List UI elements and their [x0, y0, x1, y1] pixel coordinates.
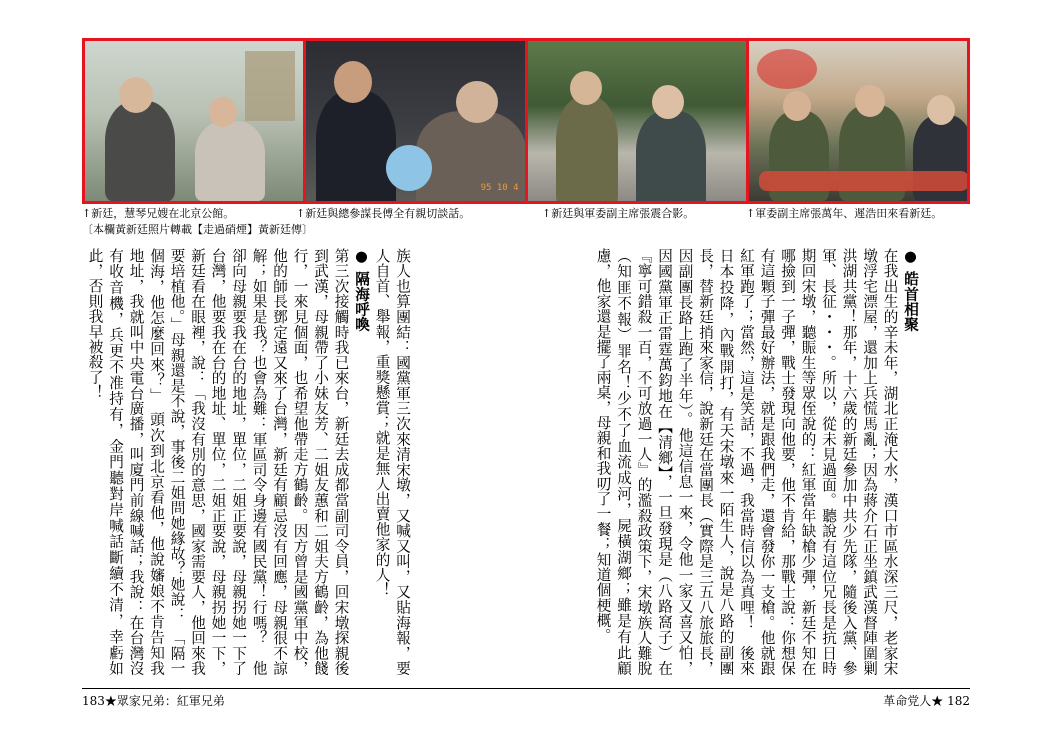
- figure-head: [927, 95, 955, 125]
- figure-head: [570, 71, 602, 105]
- photo-chief-of-staff: [306, 41, 524, 201]
- figure: [556, 97, 618, 201]
- figure: [316, 91, 396, 201]
- footer-left-page-number: 183★眾家兄弟：紅軍兄弟: [82, 694, 225, 708]
- photo-caption: ↑新廷與軍委副主席張震合影。: [542, 207, 695, 220]
- window-frame: [245, 51, 295, 121]
- flower-decoration: [757, 49, 817, 89]
- body-text: 族人也算團結：國黨軍三次來清宋墩，又喊又叫，又貼海報，要人自首、舉報，重獎懸賞；就是無人出賣他家的人！: [373, 248, 411, 676]
- figure: [105, 101, 175, 201]
- photo-caption: ↑軍委副主席張萬年、遲浩田來看新廷。: [746, 207, 943, 220]
- photo-generals-visit: [749, 41, 967, 201]
- page-footer: [82, 688, 970, 711]
- right-page-column: [592, 248, 972, 676]
- figure-head: [783, 91, 811, 121]
- photo-date-stamp: 95 10 4: [480, 183, 519, 193]
- body-text: 第三次接觸時我已來台，新廷去成都當副司令員，回宋墩探親後到武漢，母親帶了小妹友芳、二姐友蕙和二姐夫方鶴齡，為他餞行，一來見個面，也希望他帶走方鶴齡。因方曾是國黨軍中校，他的師長鄧定遠又來了台灣，新廷有顧忌沒有回應，母親很不諒解；如果是我？也會為難：軍區司令身邊有國民黨！行嗎？ 他卻向母親要我在台的地址，單位，二姐正要說，母親拐她一下了台灣，他要我在台的地址、單位，二姐正要說，母親拐她一下，新廷看在眼裡，說：「我沒有別的意思，國家需要人，他回來我要培植他。」母親還是不說，事後二姐問她緣故？她說： 「隔一個海，他怎麼回來？」 頭次到北京看他，他說嬸娘不肯告知我地址，我就叫中央電台廣播，叫廈門前線喊話；我說：在台灣沒有收音機，兵更不准持有，金門聽對岸喊話斷續不清，幸虧如此，否則我早被殺了！: [86, 248, 350, 676]
- left-column-text: [84, 248, 412, 676]
- photo-vice-chairman-zhang-zhen: [528, 41, 746, 201]
- photo-captions: [82, 206, 970, 222]
- section-heading: ● 隔海呼喚: [353, 248, 370, 333]
- photo-credit: 〔本欄黃新廷照片轉載【走過硝煙】黃新廷傳〕: [82, 223, 313, 236]
- photo-beijing-residence: [85, 41, 303, 201]
- left-page-column: [84, 248, 480, 676]
- figure-head: [456, 81, 498, 123]
- body-text: 在我出生的辛未年，湖北正淹大水，漢口市區水深三尺，老家宋墩浮宅漂屋，還加上兵慌馬亂；因為蔣介石正坐鎮武漢督陣圍剿洪湖共黨！那年，十六歲的新廷參加中共少先隊，隨後入黨、參軍、長征・・・。所以，從未見過面。聽說有這位兄長是抗日時期回宋墩，聽賑生等眾侄說的：紅軍當年缺槍少彈，新廷不知在哪撿到一子彈，戰士發現向他要，他不肯給，那戰士說：你想保有這顆子彈最好辦法，就是跟我們走，還會發你一支槍。他就跟紅軍跑了；當然，這是笑話，不過，我當時信以為真哩！ 後來日本投降，內戰開打，有天宋墩來一陌生人，說是八路的副團長，替新廷捎來家信，說新廷在當團長（實際是三五八旅旅長，因副團長路上跑了半年）。他這信息一來，令他一家又喜又怕，因國黨軍正雷霆萬鈞地在【清鄉】，一旦發現是（八路窩子）在『寧可錯殺一百，不可放過一人』的濫殺政策下，宋墩族人難脫（知匪不報）罪名！少不了血流成河，屍橫湖鄉；雖是有此顧慮，他家還是擺了兩桌，母親和我叨了一餐；知道個梗概。: [594, 248, 899, 676]
- figure: [195, 121, 265, 201]
- photo-strip: [82, 38, 970, 204]
- fruit-plates: [759, 171, 967, 191]
- photo-caption: ↑新廷，慧琴兄嫂在北京公館。: [82, 207, 235, 220]
- figure-head: [119, 77, 153, 113]
- section-heading: ● 皓首相聚: [902, 248, 919, 333]
- photo-caption: ↑新廷與總參謀長傅全有親切談話。: [296, 207, 471, 220]
- right-column-text: [592, 248, 920, 676]
- figure-head: [652, 85, 684, 119]
- flower-bouquet: [386, 145, 432, 191]
- figure-head: [209, 97, 237, 127]
- footer-right-page-number: 革命党人★ 182: [883, 694, 970, 708]
- figure-head: [855, 85, 885, 117]
- figure: [636, 111, 706, 201]
- figure-head: [334, 61, 372, 103]
